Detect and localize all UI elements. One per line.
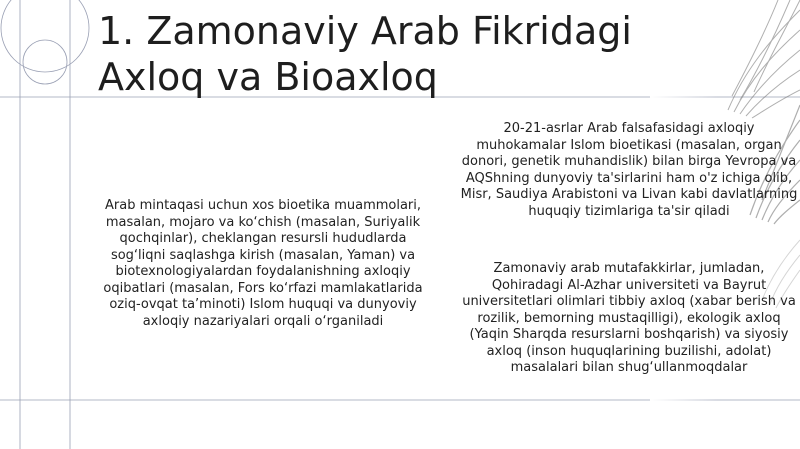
decorative-circle-small [23, 40, 67, 84]
right-paragraph-2: Zamonaviy arab mutafakkirlar, jumladan, Qohiradagi Al-Azhar universiteti va Bayrut universitetlari olimlari tibbiy axloq (xabar berish va rozilik, bemorning mustaqilligi), ekologik axloq (Yaqin Sharqda resurslarni boshqarish) va siyosiy axloq (inson huquqlarining buzilishi, adolat) masalalari bilan shug‘ullanmoqdalar [462, 261, 796, 375]
right-paragraph-1: 20-21-asrlar Arab falsafasidagi axloqiy muhokamalar Islom bioetikasi (masalan, organ donori, genetik muhandislik) bilan birga Yevropa va AQShning dunyoviy ta'sirlarini ham o'z ichiga olib, Misr, Saudiya Arabistoni va Livan kabi davlatlarning huquqiy tizimlariga ta'sir qiladi [460, 121, 798, 219]
slide-title: 1. Zamonaviy Arab Fikridagi Axloq va Bioaxloq [98, 9, 632, 99]
left-paragraph: Arab mintaqasi uchun xos bioetika muammolari, masalan, mojaro va ko‘chish (masalan, Suriyalik qochqinlar), cheklangan resursli hududlarda sog‘liqni saqlashga kirish (masalan, Yaman) va biotexnologiyalardan foydalanishning axloqiy oqibatlari (masalan, Fors ko‘rfazi mamlakatlarida oziq-ovqat ta’minoti) Islom huquqi va dunyoviy axloqiy nazariyalari orqali o‘rganiladi [103, 198, 423, 329]
decorative-circle-large [1, 0, 89, 72]
